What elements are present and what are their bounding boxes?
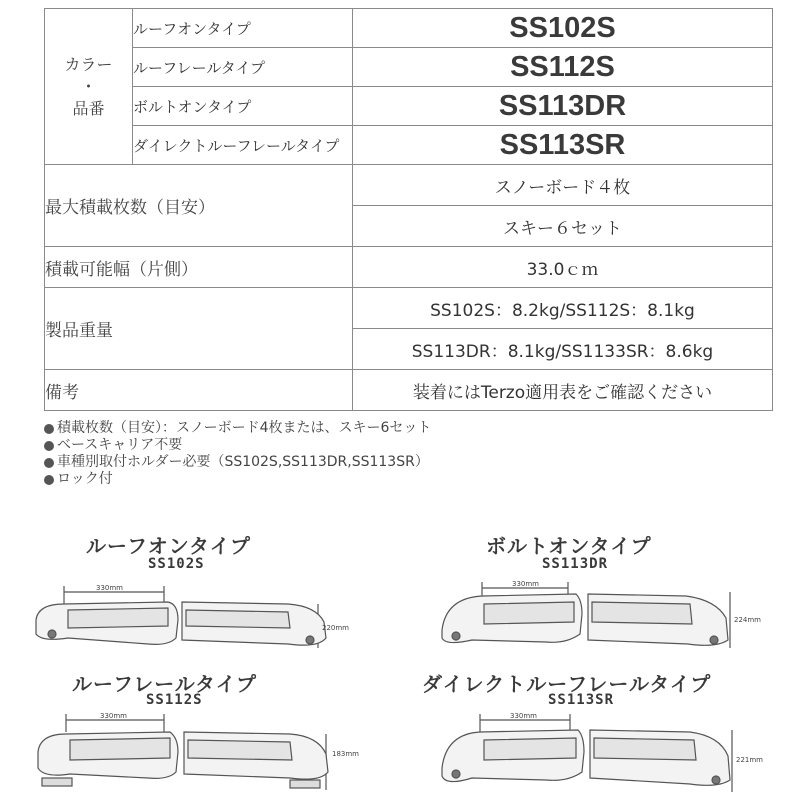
rack-drawing-icon bbox=[436, 668, 766, 798]
note-item: 積載枚数（目安）：スノーボード4枚または、スキー6セット bbox=[44, 420, 431, 437]
spec-table bbox=[44, 8, 773, 411]
weight-value-2: SS113DR：8.1kg/SS1133SR：8.6kg bbox=[353, 329, 773, 370]
width-dimension: 330mm bbox=[510, 712, 537, 720]
diagram-title: ダイレクトルーフレールタイプ bbox=[422, 672, 712, 696]
note-item: ベースキャリア不要 bbox=[44, 437, 431, 454]
rack-drawing-icon bbox=[436, 530, 766, 670]
type-direct-roof-rail: ダイレクトルーフレールタイプ bbox=[133, 126, 353, 165]
diagram-code: SS113SR bbox=[548, 692, 615, 708]
remarks-value: 装着にはTerzo適用表をご確認ください bbox=[353, 370, 773, 411]
diagram-title: ルーフレールタイプ bbox=[72, 672, 257, 696]
width-dimension: 330mm bbox=[96, 584, 123, 592]
color-code-group-label bbox=[45, 9, 133, 165]
remarks-label: 備考 bbox=[45, 370, 353, 411]
diagram-code: SS113DR bbox=[542, 556, 609, 572]
type-bolt-on: ボルトオンタイプ bbox=[133, 87, 353, 126]
width-dimension: 330mm bbox=[512, 580, 539, 588]
code-ss113dr: SS113DR bbox=[353, 87, 773, 126]
diagram-title: ルーフオンタイプ bbox=[86, 534, 251, 558]
bullet-icon bbox=[44, 458, 54, 468]
width-label: 積載可能幅（片側） bbox=[45, 247, 353, 288]
bullet-icon bbox=[44, 424, 54, 434]
rack-drawing-icon bbox=[28, 668, 358, 798]
max-load-snowboard: スノーボード４枚 bbox=[353, 165, 773, 206]
bullet-icon bbox=[44, 475, 54, 485]
product-code-label: 品番 bbox=[72, 98, 105, 118]
notes-list bbox=[44, 420, 431, 488]
weight-label: 製品重量 bbox=[45, 288, 353, 370]
type-roof-on: ルーフオンタイプ bbox=[133, 9, 353, 48]
note-item: 車種別取付ホルダー必要（SS102S,SS113DR,SS113SR） bbox=[44, 454, 431, 471]
max-load-label: 最大積載枚数（目安） bbox=[45, 165, 353, 247]
diagram-code: SS112S bbox=[146, 692, 203, 708]
label-separator: ・ bbox=[80, 76, 97, 96]
max-load-ski: スキー６セット bbox=[353, 206, 773, 247]
type-roof-rail: ルーフレールタイプ bbox=[133, 48, 353, 87]
color-label: カラー bbox=[64, 54, 113, 74]
code-ss102s: SS102S bbox=[353, 9, 773, 48]
height-dimension: 220mm bbox=[322, 624, 349, 632]
width-dimension: 330mm bbox=[100, 712, 127, 720]
bullet-icon bbox=[44, 441, 54, 451]
width-value: 33.0ｃｍ bbox=[353, 247, 773, 288]
height-dimension: 183mm bbox=[332, 750, 359, 758]
height-dimension: 224mm bbox=[734, 616, 761, 624]
code-ss112s: SS112S bbox=[353, 48, 773, 87]
code-ss113sr: SS113SR bbox=[353, 126, 773, 165]
diagram-code: SS102S bbox=[148, 556, 205, 572]
rack-drawing-icon bbox=[28, 530, 358, 670]
weight-value-1: SS102S：8.2kg/SS112S：8.1kg bbox=[353, 288, 773, 329]
note-item: ロック付 bbox=[44, 471, 431, 488]
diagram-title: ボルトオンタイプ bbox=[486, 534, 652, 558]
height-dimension: 221mm bbox=[736, 756, 763, 764]
